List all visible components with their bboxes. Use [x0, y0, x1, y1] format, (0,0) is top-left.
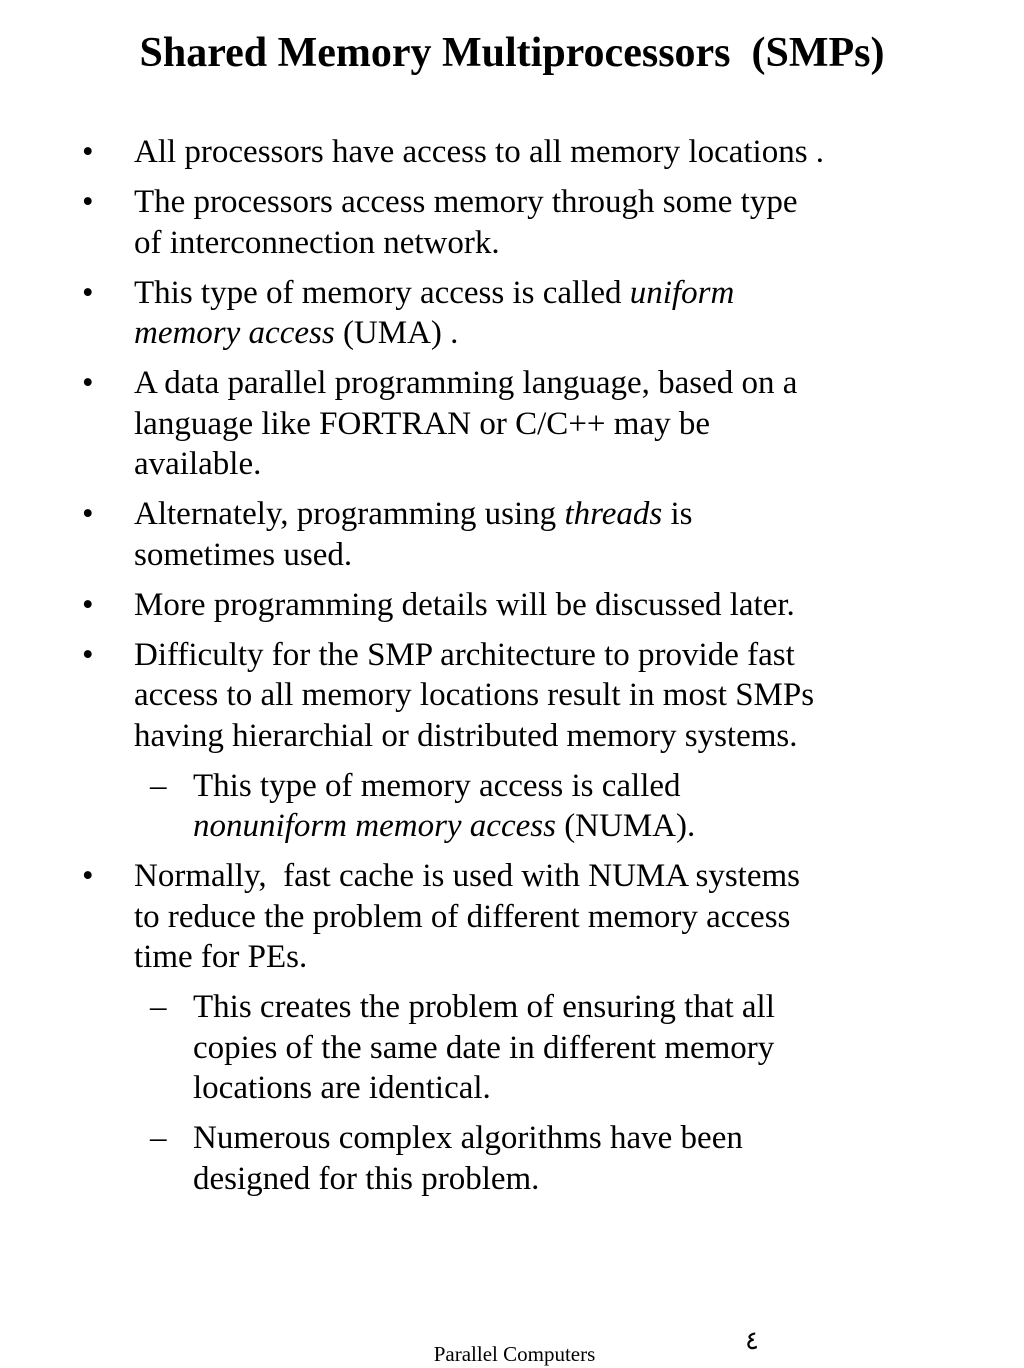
text-segment: to reduce the problem of different memory access — [134, 898, 791, 935]
bullet-line — [134, 404, 1024, 445]
italic-term: nonuniform memory access — [193, 808, 556, 844]
bullet-line — [134, 535, 1024, 576]
sub-bullet-item — [0, 1118, 1024, 1199]
text-segment: More programming details will be discussed later. — [134, 586, 795, 623]
text-segment: is — [662, 496, 693, 532]
bullet-line — [134, 635, 1024, 676]
text-segment: Numerous complex algorithms have been — [193, 1120, 743, 1156]
bullet-line — [134, 132, 1024, 173]
text-segment: having hierarchial or distributed memory systems. — [134, 717, 798, 754]
bullet-line — [134, 363, 1024, 404]
bullet-line — [134, 856, 1024, 897]
bullet-line — [134, 937, 1024, 978]
dash-marker: – — [150, 767, 167, 804]
italic-term: uniform — [629, 274, 735, 311]
italic-term: threads — [564, 496, 663, 532]
text-segment: A data parallel programming language, based on a — [134, 365, 798, 401]
bullet-item — [0, 132, 1024, 173]
text-segment: The processors access memory through some type — [134, 184, 798, 220]
text-segment: designed for this problem. — [193, 1160, 540, 1197]
bullet-line — [193, 1118, 1024, 1159]
bullet-line — [134, 897, 1024, 938]
text-segment: (NUMA). — [555, 808, 696, 844]
bullet-line — [134, 716, 1024, 757]
bullet-marker: • — [82, 586, 94, 623]
text-segment: sometimes used. — [134, 536, 353, 573]
text-segment: This creates the problem of ensuring that all — [193, 989, 775, 1025]
text-segment: (UMA) . — [334, 315, 459, 351]
sub-bullet-item — [0, 766, 1024, 847]
text-segment: available. — [134, 446, 262, 482]
bullet-item — [0, 182, 1024, 263]
text-segment: language like FORTRAN or C/C++ may be — [134, 405, 711, 442]
bullet-line — [193, 1159, 1024, 1200]
bullet-line — [193, 1028, 1024, 1069]
text-segment: locations are identical. — [193, 1070, 491, 1106]
bullet-line — [193, 806, 1024, 847]
bullet-marker: • — [82, 184, 94, 220]
bullet-marker: • — [82, 134, 94, 170]
bullet-list — [0, 132, 1024, 1209]
bullet-line — [193, 766, 1024, 807]
italic-term: memory access — [134, 315, 335, 351]
text-segment: copies of the same date in different memory — [193, 1029, 775, 1066]
bullet-item — [0, 363, 1024, 485]
bullet-line — [134, 273, 1024, 314]
bullet-marker: • — [82, 274, 94, 311]
bullet-marker: • — [82, 365, 94, 401]
bullet-line — [193, 1068, 1024, 1109]
text-segment: Normally, fast cache is used with NUMA systems — [134, 858, 801, 894]
bullet-line — [193, 987, 1024, 1028]
text-segment: All processors have access to all memory locations . — [134, 134, 825, 170]
bullet-line — [134, 585, 1024, 626]
footer-text: Parallel Computers — [433, 1342, 596, 1366]
text-segment: access to all memory locations result in most SMPs — [134, 677, 815, 713]
bullet-item — [0, 635, 1024, 757]
page-number: ٤ — [745, 1326, 759, 1355]
bullet-item — [0, 273, 1024, 354]
bullet-marker: • — [82, 496, 94, 532]
bullet-item — [0, 585, 1024, 626]
bullet-line — [134, 494, 1024, 535]
sub-bullet-item — [0, 987, 1024, 1109]
text-segment: This type of memory access is called — [193, 767, 681, 804]
slide-title: Shared Memory Multiprocessors (SMPs) — [139, 30, 885, 76]
text-segment: Difficulty for the SMP architecture to provide fast — [134, 636, 795, 673]
bullet-marker: • — [82, 858, 94, 894]
bullet-marker: • — [82, 636, 94, 673]
bullet-line — [134, 444, 1024, 485]
bullet-line — [134, 223, 1024, 264]
text-segment: time for PEs. — [134, 939, 308, 975]
dash-marker: – — [150, 1120, 167, 1156]
bullet-item — [0, 494, 1024, 575]
text-segment: Alternately, programming using — [134, 496, 565, 532]
bullet-line — [134, 675, 1024, 716]
bullet-line — [134, 182, 1024, 223]
text-segment: of interconnection network. — [134, 224, 500, 261]
bullet-line — [134, 313, 1024, 354]
text-segment: This type of memory access is called — [134, 274, 630, 311]
dash-marker: – — [150, 989, 167, 1025]
bullet-item — [0, 856, 1024, 978]
